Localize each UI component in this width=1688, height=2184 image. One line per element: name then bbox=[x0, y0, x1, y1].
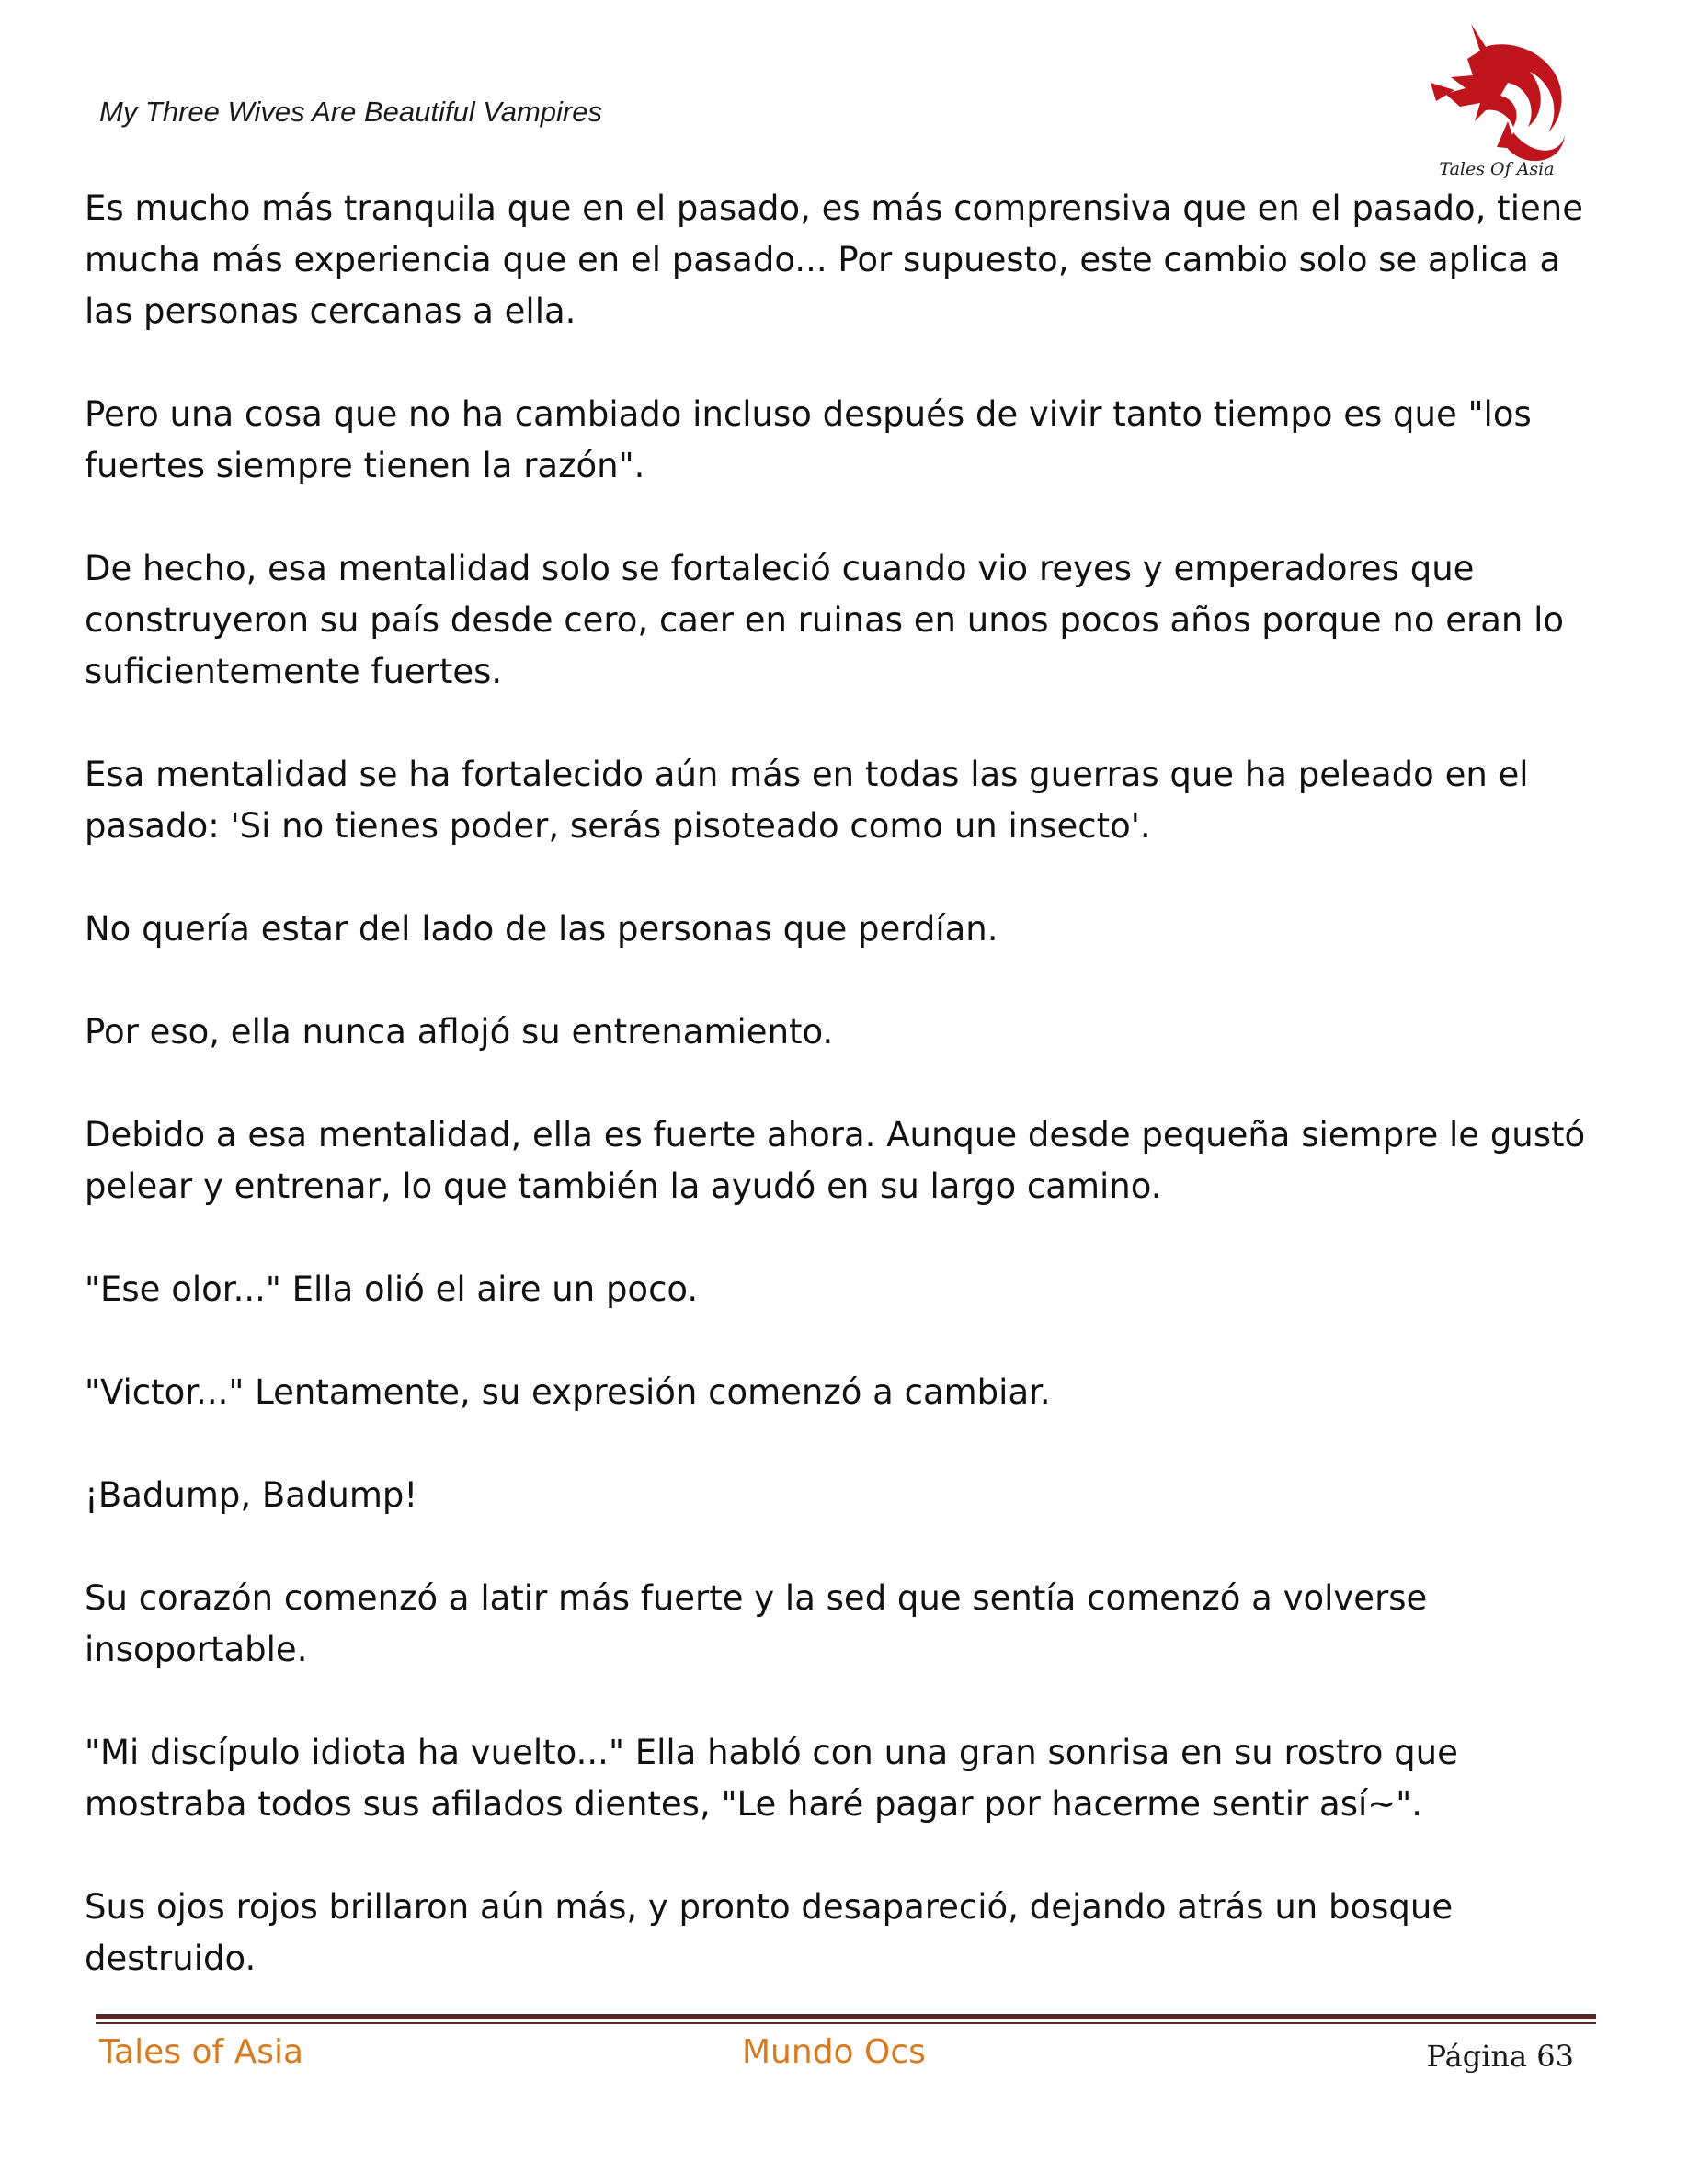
paragraph: "Victor..." Lentamente, su expresión comenzó a cambiar. bbox=[85, 1372, 1051, 1412]
chapter-body bbox=[85, 183, 1603, 2036]
dragon-logo-icon bbox=[1423, 18, 1570, 182]
footer-translator: Mundo Ocs bbox=[742, 2033, 926, 2071]
footer-divider-thin bbox=[96, 2022, 1596, 2024]
footer-publisher: Tales of Asia bbox=[99, 2033, 304, 2071]
paragraph: Esa mentalidad se ha fortalecido aún más en todas las guerras que ha peleado en el pasado: 'Si no tienes poder, serás pisoteado como un insecto'. bbox=[85, 755, 1529, 846]
paragraph: Su corazón comenzó a latir más fuerte y la sed que sentía comenzó a volverse insoportable. bbox=[85, 1578, 1428, 1669]
paragraph: Es mucho más tranquila que en el pasado, es más comprensiva que en el pasado, tiene mucha más experiencia que en el pasado... Por supuesto, este cambio solo se aplica a las personas cercanas a ella. bbox=[85, 188, 1583, 331]
paragraph: "Ese olor..." Ella olió el aire un poco. bbox=[85, 1269, 699, 1309]
page-number: Página 63 bbox=[1426, 2039, 1574, 2074]
paragraph: Sus ojos rojos brillaron aún más, y pronto desapareció, dejando atrás un bosque destruido. bbox=[85, 1887, 1454, 1978]
paragraph: No quería estar del lado de las personas que perdían. bbox=[85, 909, 998, 949]
paragraph: ¡Badump, Badump! bbox=[85, 1475, 418, 1515]
paragraph: Por eso, ella nunca aflojó su entrenamiento. bbox=[85, 1012, 834, 1052]
paragraph: De hecho, esa mentalidad solo se fortaleció cuando vio reyes y emperadores que construyeron su país desde cero, caer en ruinas en unos pocos años porque no eran lo suficientemente fuertes. bbox=[85, 549, 1565, 691]
book-title: My Three Wives Are Beautiful Vampires bbox=[99, 96, 602, 128]
paragraph: "Mi discípulo idiota ha vuelto..." Ella habló con una gran sonrisa en su rostro que mostraba todos sus afilados dientes, "Le haré pagar por hacerme sentir así~". bbox=[85, 1733, 1458, 1824]
paragraph: Pero una cosa que no ha cambiado incluso después de vivir tanto tiempo es que "los fuertes siempre tienen la razón". bbox=[85, 394, 1532, 485]
paragraph: Debido a esa mentalidad, ella es fuerte ahora. Aunque desde pequeña siempre le gustó pelear y entrenar, lo que también la ayudó en su largo camino. bbox=[85, 1115, 1586, 1206]
logo-text: Tales Of Asia bbox=[1439, 159, 1555, 179]
footer-divider bbox=[96, 2014, 1596, 2019]
